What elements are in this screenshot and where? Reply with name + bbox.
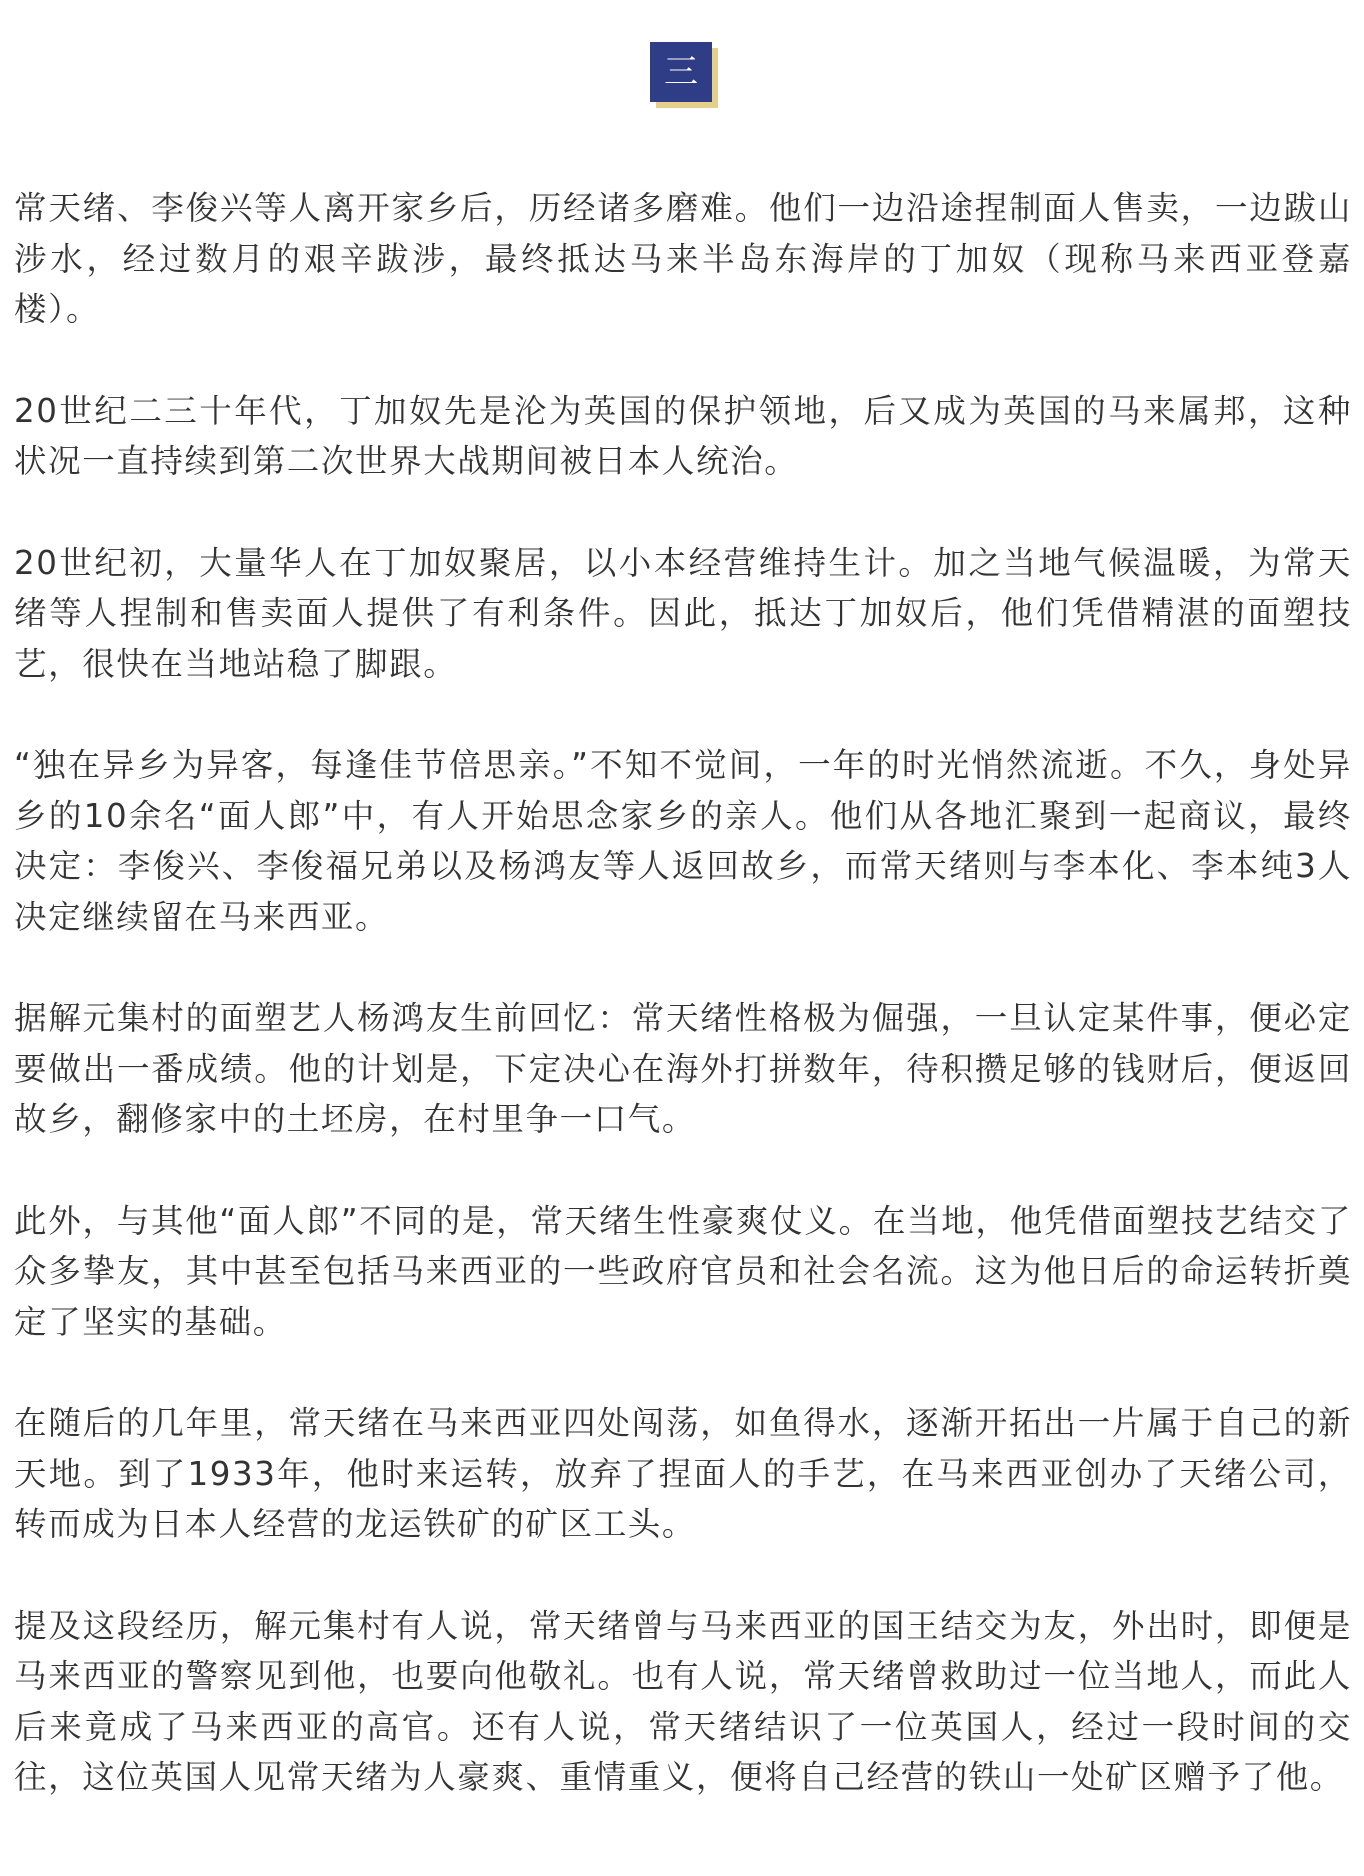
article-body — [14, 183, 1352, 1854]
section-badge — [650, 42, 718, 108]
paragraph: “独在异乡为异客，每逢佳节倍思亲。”不知不觉间，一年的时光悄然流逝。不久，身处异乡的10余名“面人郎”中，有人开始思念家乡的亲人。他们从各地汇聚到一起商议，最终决定：李俊兴、李俊福兄弟以及杨鸿友等人返回故乡，而常天绪则与李本化、李本纯3人决定继续留在马来西亚。 — [14, 746, 1352, 936]
paragraph: 在随后的几年里，常天绪在马来西亚四处闯荡，如鱼得水，逐渐开拓出一片属于自己的新天地。到了1933年，他时来运转，放弃了捏面人的手艺，在马来西亚创办了天绪公司，转而成为日本人经营的龙运铁矿的矿区工头。 — [14, 1404, 1352, 1543]
paragraph: 常天绪、李俊兴等人离开家乡后，历经诸多磨难。他们一边沿途捏制面人售卖，一边跋山涉水，经过数月的艰辛跋涉，最终抵达马来半岛东海岸的丁加奴（现称马来西亚登嘉楼）。 — [14, 189, 1352, 328]
paragraph: 此外，与其他“面人郎”不同的是，常天绪生性豪爽仗义。在当地，他凭借面塑技艺结交了众多挚友，其中甚至包括马来西亚的一些政府官员和社会名流。这为他日后的命运转折奠定了坚实的基础。 — [14, 1201, 1352, 1341]
paragraph: 20世纪二三十年代，丁加奴先是沦为英国的保护领地，后又成为英国的马来属邦，这种状况一直持续到第二次世界大战期间被日本人统治。 — [14, 391, 1352, 480]
paragraph: 据解元集村的面塑艺人杨鸿友生前回忆：常天绪性格极为倔强，一旦认定某件事，便必定要做出一番成绩。他的计划是，下定决心在海外打拼数年，待积攒足够的钱财后，便返回故乡，翻修家中的土坯房，在村里争一口气。 — [14, 999, 1352, 1138]
paragraph: 20世纪初，大量华人在丁加奴聚居，以小本经营维持生计。加之当地气候温暖，为常天绪等人捏制和售卖面人提供了有利条件。因此，抵达丁加奴后，他们凭借精湛的面塑技艺，很快在当地站稳了脚跟。 — [14, 543, 1352, 683]
paragraph: 提及这段经历，解元集村有人说，常天绪曾与马来西亚的国王结交为友，外出时，即便是马来西亚的警察见到他，也要向他敬礼。也有人说，常天绪曾救助过一位当地人，而此人后来竟成了马来西亚的高官。还有人说，常天绪结识了一位英国人，经过一段时间的交往，这位英国人见常天绪为人豪爽、重情重义，便将自己经营的铁山一处矿区赠予了他。 — [14, 1606, 1352, 1796]
section-number: 三 — [650, 42, 712, 102]
